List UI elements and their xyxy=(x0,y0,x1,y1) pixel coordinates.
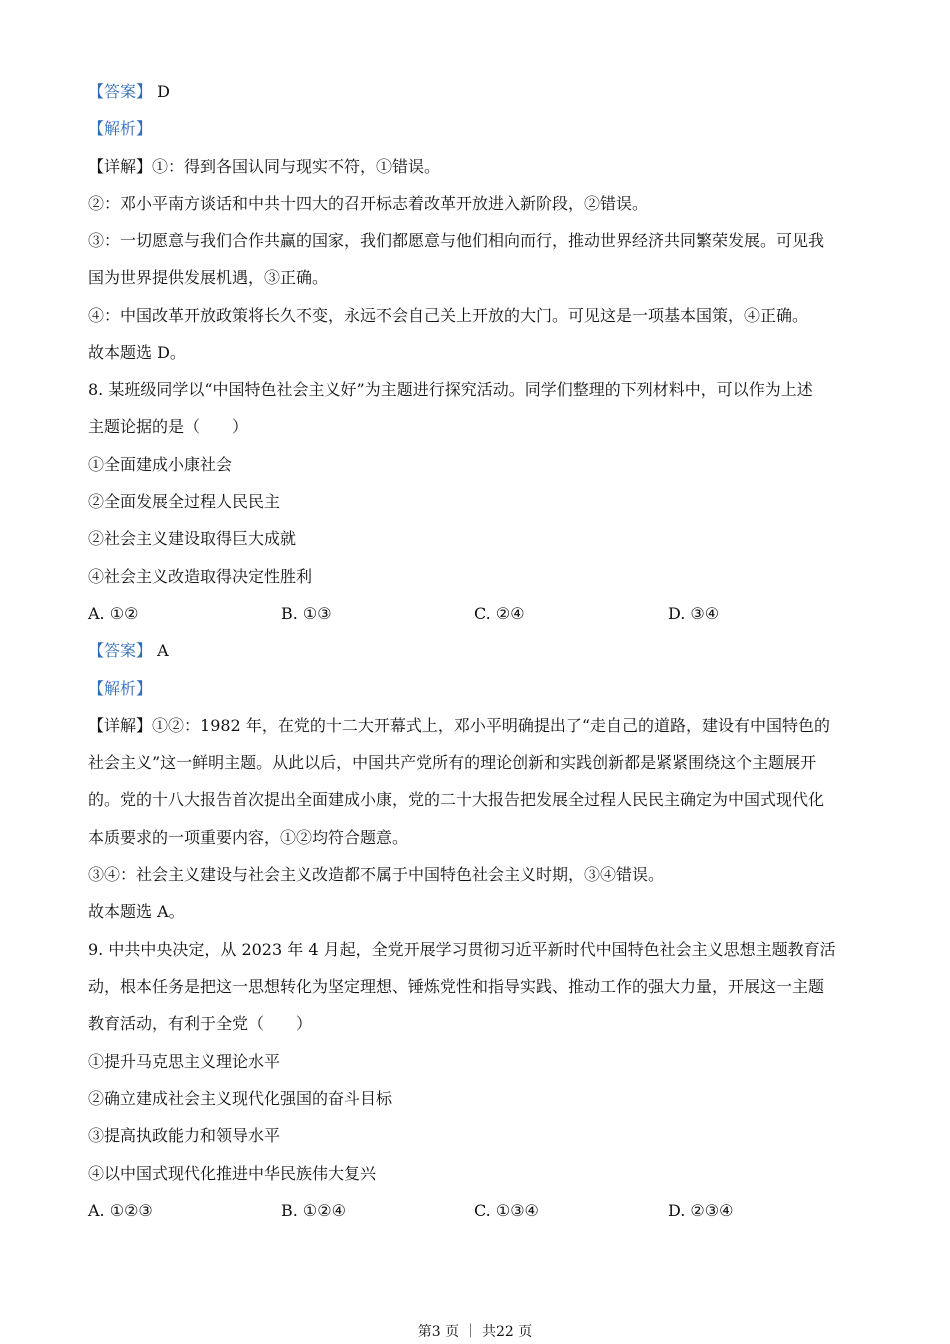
detail-line: ②：邓小平南方谈话和中共十四大的召开标志着改革开放进入新阶段，②错误。 xyxy=(88,194,649,213)
statement-item: ④社会主义改造取得决定性胜利 xyxy=(88,567,313,586)
answer-line xyxy=(88,82,170,102)
statement-item: ①提升马克思主义理论水平 xyxy=(88,1052,281,1071)
detail-line: ③④：社会主义建设与社会主义改造都不属于中国特色社会主义时期，③④错误。 xyxy=(88,865,665,884)
detail-line: ③：一切愿意与我们合作共赢的国家，我们都愿意与他们相向而行，推动世界经济共同繁荣发展。可见我 xyxy=(88,231,825,250)
answer-line xyxy=(88,641,169,661)
detail-line: 本质要求的一项重要内容，①②均符合题意。 xyxy=(88,828,409,847)
statement-item: ③提高执政能力和领导水平 xyxy=(88,1126,281,1145)
statement-item: ②确立建成社会主义现代化强国的奋斗目标 xyxy=(88,1089,393,1108)
option-d: D. ②③④ xyxy=(668,1201,734,1220)
option-b: B. ①③ xyxy=(281,604,332,623)
conclusion-line: 故本题选 A。 xyxy=(88,902,185,921)
statement-item: ②社会主义建设取得巨大成就 xyxy=(88,529,297,548)
answer-tag: 【答案】 xyxy=(88,641,153,660)
answer-value: A xyxy=(157,641,169,660)
option-a: A. ①② xyxy=(88,604,139,623)
question-stem: 动，根本任务是把这一思想转化为坚定理想、锤炼党性和指导实践、推动工作的强大力量，开展这一主题 xyxy=(88,977,825,996)
detail-line: 国为世界提供发展机遇，③正确。 xyxy=(88,268,329,287)
page-footer: 第3 页 ｜ 共22 页 xyxy=(417,1324,533,1340)
detail-line: 的。党的十八大报告首次提出全面建成小康，党的二十大报告把发展全过程人民民主确定为中国式现代化 xyxy=(88,790,825,809)
question-stem: 教育活动，有利于全党（ ） xyxy=(88,1014,313,1033)
answer-value: D xyxy=(157,82,170,101)
option-c: C. ①③④ xyxy=(474,1201,539,1220)
detail-line: 【详解】①：得到各国认同与现实不符，①错误。 xyxy=(88,157,441,176)
detail-tag: 【详解】 xyxy=(88,716,153,735)
option-c: C. ②④ xyxy=(474,604,525,623)
option-a: A. ①②③ xyxy=(88,1201,153,1220)
detail-line: 【详解】①②：1982 年，在党的十二大开幕式上，邓小平明确提出了“走自己的道路，建设有中国特色的 xyxy=(88,716,831,735)
question-stem: 主题论据的是（ ） xyxy=(88,417,249,436)
statement-item: ④以中国式现代化推进中华民族伟大复兴 xyxy=(88,1164,377,1183)
detail-line: 社会主义”这一鲜明主题。从此以后，中国共产党所有的理论创新和实践创新都是紧紧围绕这个主题展开 xyxy=(88,753,817,772)
option-b: B. ①②④ xyxy=(281,1201,346,1220)
detail-line: ④：中国改革开放政策将长久不变，永远不会自己关上开放的大门。可见这是一项基本国策，④正确。 xyxy=(88,306,809,325)
question-stem: 8. 某班级同学以“中国特色社会主义好”为主题进行探究活动。同学们整理的下列材料中，可以作为上述 xyxy=(88,380,813,399)
statement-item: ①全面建成小康社会 xyxy=(88,455,233,474)
option-d: D. ③④ xyxy=(668,604,720,623)
statement-item: ②全面发展全过程人民民主 xyxy=(88,492,281,511)
conclusion-line: 故本题选 D。 xyxy=(88,343,186,362)
analysis-tag: 【解析】 xyxy=(88,679,153,698)
analysis-tag: 【解析】 xyxy=(88,119,153,138)
detail-tag: 【详解】 xyxy=(88,157,153,176)
question-stem: 9. 中共中央决定，从 2023 年 4 月起，全党开展学习贯彻习近平新时代中国特色社会主义思想主题教育活 xyxy=(88,940,836,959)
answer-tag: 【答案】 xyxy=(88,82,153,101)
